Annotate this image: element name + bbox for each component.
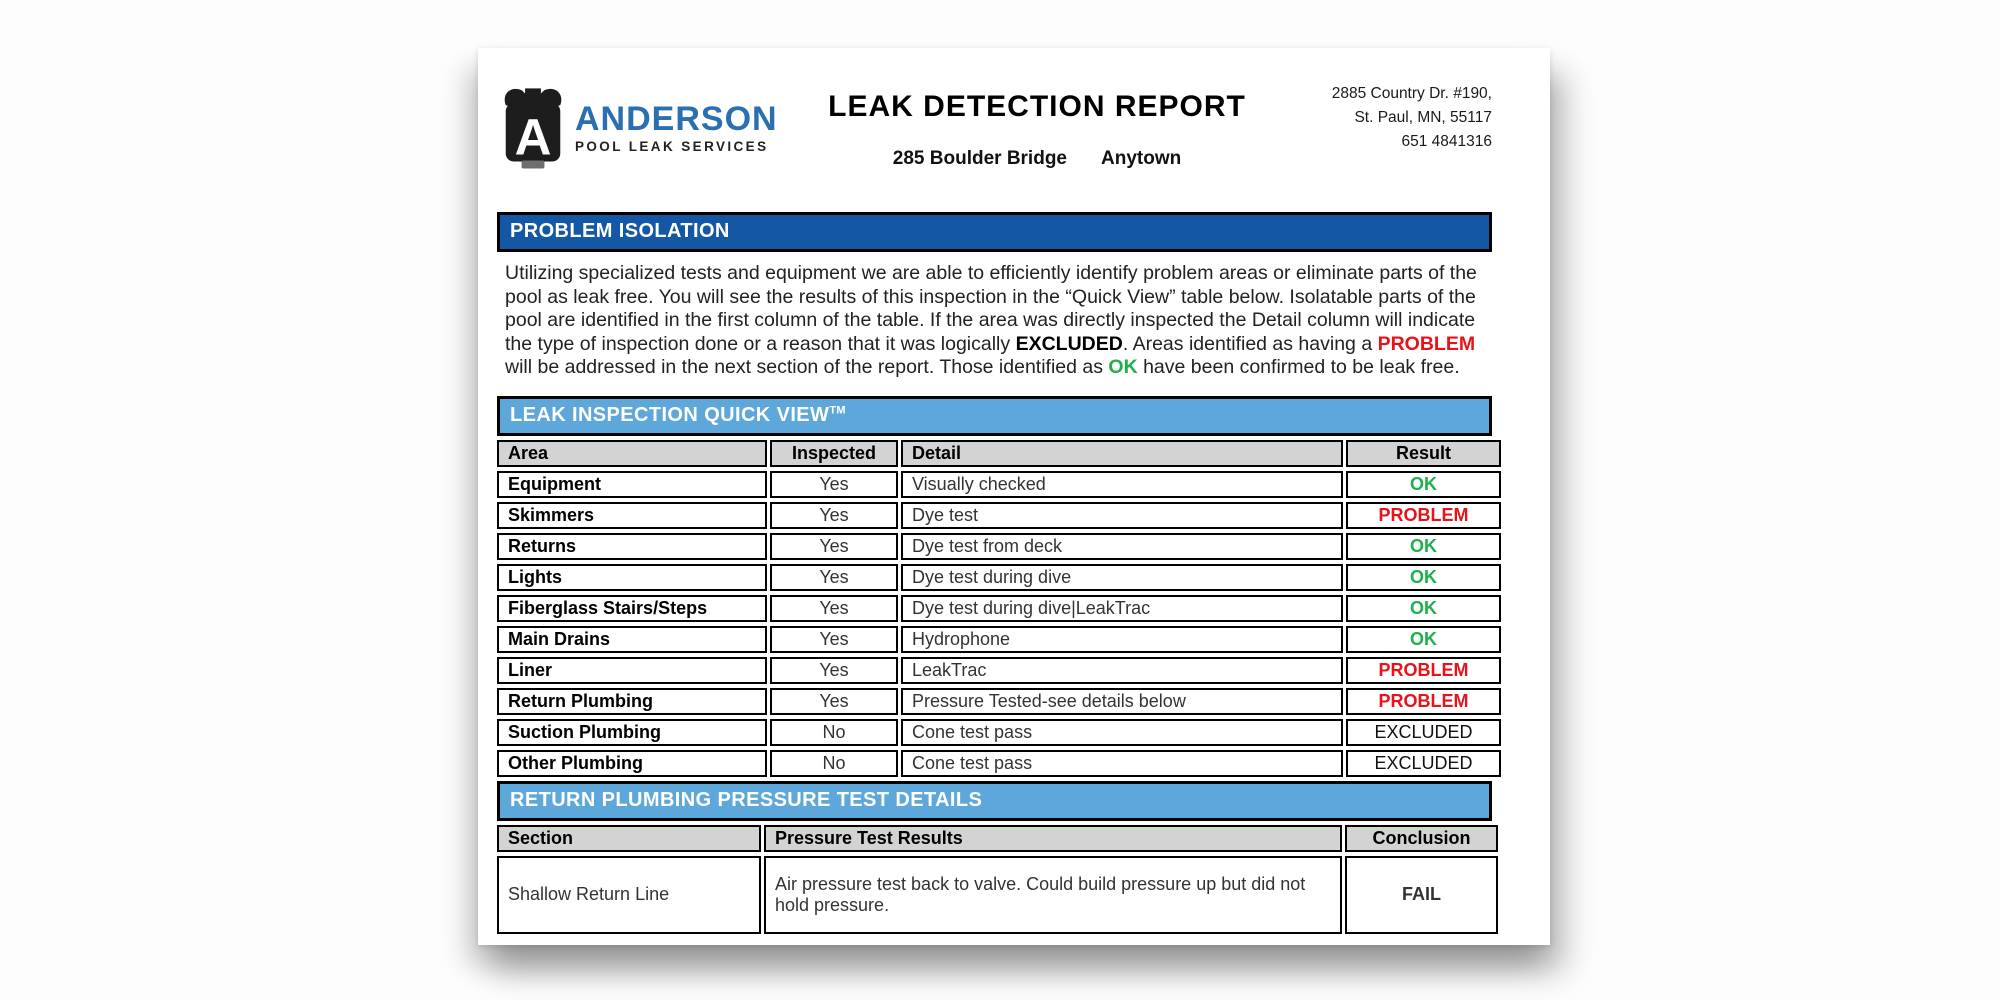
pressure-test-heading: RETURN PLUMBING PRESSURE TEST DETAILS	[497, 781, 1492, 821]
svg-text:A: A	[514, 108, 552, 166]
cell-inspected: Yes	[770, 657, 898, 684]
title-block	[797, 80, 1277, 170]
company-contact-block	[1277, 80, 1492, 154]
table-row	[497, 750, 1501, 777]
problem-keyword: PROBLEM	[1377, 332, 1476, 355]
quick-view-heading-text: LEAK INSPECTION QUICK VIEW	[510, 403, 830, 426]
cell-inspected: Yes	[770, 595, 898, 622]
cell-detail: Hydrophone	[901, 626, 1343, 653]
cell-detail: Dye test	[901, 502, 1343, 529]
quick-view-heading	[497, 396, 1492, 436]
cell-inspected: Yes	[770, 688, 898, 715]
col-header-result: Result	[1346, 440, 1501, 467]
pressure-test-table	[494, 821, 1501, 938]
property-city: Anytown	[1101, 148, 1182, 169]
table-row	[497, 657, 1501, 684]
cell-conclusion: FAIL	[1345, 856, 1498, 934]
cell-result: OK	[1346, 533, 1501, 560]
report-page	[478, 48, 1550, 945]
cell-area: Return Plumbing	[497, 688, 767, 715]
table-row	[497, 471, 1501, 498]
cell-detail: Visually checked	[901, 471, 1343, 498]
quick-view-section	[497, 396, 1492, 781]
table-row	[497, 688, 1501, 715]
cell-detail: Dye test from deck	[901, 533, 1343, 560]
report-title: LEAK DETECTION REPORT	[828, 90, 1246, 123]
intro-text-4: have been confirmed to be leak free.	[1137, 356, 1460, 379]
intro-text-2: . Areas identified as having a	[1122, 332, 1378, 355]
cell-area: Lights	[497, 564, 767, 591]
intro-text-3: will be addressed in the next section of the report. Those identified as	[505, 356, 1109, 379]
cell-area: Main Drains	[497, 626, 767, 653]
cell-result: OK	[1346, 471, 1501, 498]
pressure-test-header-row	[497, 825, 1498, 852]
table-row	[497, 533, 1501, 560]
col-header-conclusion: Conclusion	[1345, 825, 1498, 852]
col-header-inspected: Inspected	[770, 440, 898, 467]
trademark-symbol: TM	[829, 404, 846, 417]
cell-detail: Pressure Tested-see details below	[901, 688, 1343, 715]
cell-area: Other Plumbing	[497, 750, 767, 777]
company-logo-text	[575, 102, 778, 154]
table-row	[497, 719, 1501, 746]
cell-inspected: Yes	[770, 502, 898, 529]
cell-area: Returns	[497, 533, 767, 560]
cell-result: OK	[1346, 626, 1501, 653]
company-name: ANDERSON	[575, 100, 778, 138]
cell-area: Suction Plumbing	[497, 719, 767, 746]
col-header-results: Pressure Test Results	[764, 825, 1342, 852]
cell-inspected: No	[770, 719, 898, 746]
table-row	[497, 564, 1501, 591]
company-logo	[497, 84, 797, 172]
cell-detail: LeakTrac	[901, 657, 1343, 684]
contact-city: St. Paul, MN, 55117	[1354, 109, 1492, 127]
intro-text-1: Utilizing specialized tests and equipment we are able to efficiently identify problem areas or eliminate parts of the pool as leak free. You will see the results of this inspection in the “Quick View” table below. Isolatable parts of the pool are identified in the first column of the table. If the area was directly inspected the Detail column will indicate the type of inspection done or a reason that it was logically	[505, 262, 1477, 355]
cell-inspected: No	[770, 750, 898, 777]
pressure-test-section	[497, 781, 1492, 938]
table-row	[497, 502, 1501, 529]
table-row	[497, 595, 1501, 622]
cell-detail: Cone test pass	[901, 719, 1343, 746]
excluded-keyword: EXCLUDED	[1015, 332, 1123, 355]
cell-result: EXCLUDED	[1346, 750, 1501, 777]
cell-detail: Cone test pass	[901, 750, 1343, 777]
property-address: 285 Boulder Bridge	[892, 148, 1067, 169]
problem-isolation-paragraph	[505, 262, 1480, 380]
cell-inspected: Yes	[770, 471, 898, 498]
report-header	[497, 80, 1492, 202]
cell-detail: Dye test during dive|LeakTrac	[901, 595, 1343, 622]
cell-result: PROBLEM	[1346, 502, 1501, 529]
table-row	[497, 856, 1498, 934]
col-header-area: Area	[497, 440, 767, 467]
cell-result: EXCLUDED	[1346, 719, 1501, 746]
cell-area: Equipment	[497, 471, 767, 498]
contact-street: 2885 Country Dr. #190,	[1331, 85, 1492, 102]
ok-keyword: OK	[1108, 356, 1138, 379]
contact-phone: 651 4841316	[1401, 133, 1492, 151]
company-tagline: POOL LEAK SERVICES	[575, 139, 769, 154]
cell-inspected: Yes	[770, 626, 898, 653]
cell-area: Fiberglass Stairs/Steps	[497, 595, 767, 622]
cell-result: OK	[1346, 564, 1501, 591]
cell-area: Skimmers	[497, 502, 767, 529]
quick-view-table	[494, 436, 1504, 781]
problem-isolation-heading: PROBLEM ISOLATION	[497, 212, 1492, 252]
cell-inspected: Yes	[770, 533, 898, 560]
cell-area: Liner	[497, 657, 767, 684]
cell-section: Shallow Return Line	[497, 856, 761, 934]
quick-view-header-row	[497, 440, 1501, 467]
table-row	[497, 626, 1501, 653]
col-header-detail: Detail	[901, 440, 1343, 467]
col-header-section: Section	[497, 825, 761, 852]
property-line	[797, 148, 1277, 170]
cell-result: PROBLEM	[1346, 657, 1501, 684]
cell-result: PROBLEM	[1346, 688, 1501, 715]
cell-results: Air pressure test back to valve. Could build pressure up but did not hold pressure.	[764, 856, 1342, 934]
cell-inspected: Yes	[770, 564, 898, 591]
cell-result: OK	[1346, 595, 1501, 622]
cell-detail: Dye test during dive	[901, 564, 1343, 591]
anderson-logo-icon	[497, 84, 569, 172]
